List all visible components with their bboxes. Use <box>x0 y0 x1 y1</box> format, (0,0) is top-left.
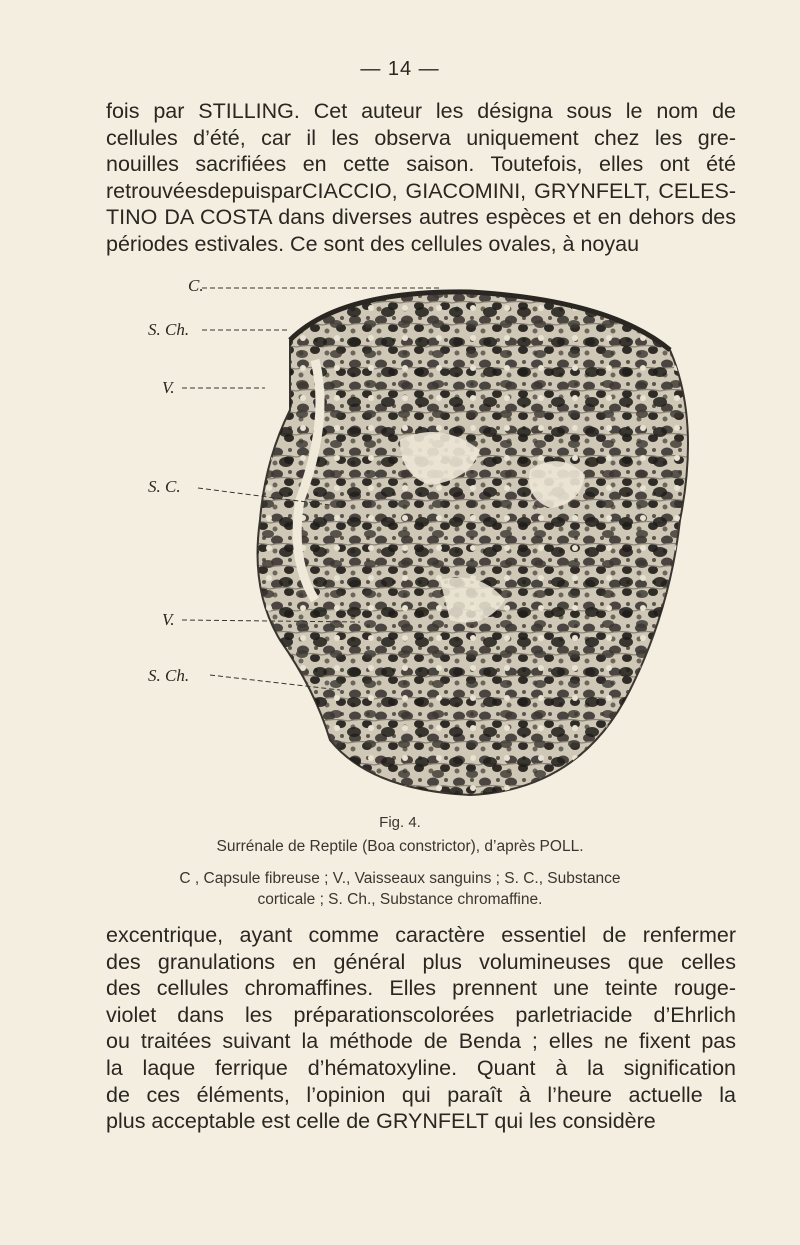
figure-title: Surrénale de Reptile (Boa constrictor), d’après POLL. <box>216 838 584 855</box>
text-line: cellules d’été, car il les observa uniquement chez les gre- <box>106 125 736 150</box>
text-line: des cellules chromaffines. Elles prennent une teinte rouge- <box>106 976 736 1001</box>
figure-number: Fig. 4. <box>379 814 421 831</box>
adrenal-section-drawing <box>140 270 740 810</box>
text-line: excentrique, ayant comme caractère essentiel de renfermer <box>106 923 736 947</box>
figure-adrenal-illustration <box>140 270 740 810</box>
text-line: de ces éléments, l’opinion qui paraît à l’heure actuelle la <box>106 1082 736 1107</box>
text-line: violet dans les préparationscolorées parletriacide d’Ehrlich <box>106 1002 736 1027</box>
figure-label-cortical: S. C. <box>148 477 181 496</box>
text-line: nouilles sacrifiées en cette saison. Toutefois, elles ont été <box>106 152 736 177</box>
page-number: — 14 — <box>360 58 440 80</box>
text-line: TINO DA COSTA dans diverses autres espèces et en dehors des <box>106 205 736 230</box>
figure-label-vessel: V. <box>162 610 175 629</box>
text-line: périodes estivales. Ce sont des cellules ovales, à noyau <box>106 231 640 256</box>
text-line: la laque ferrique d’hématoxyline. Quant à la signification <box>106 1055 736 1080</box>
figure-legend: corticale ; S. Ch., Substance chromaffine. <box>257 891 543 908</box>
paragraph-bottom <box>106 922 736 1135</box>
figure-label-chromaffin: S. Ch. <box>148 666 190 685</box>
text-line: plus acceptable est celle de GRYNFELT qui les considère <box>106 1109 656 1134</box>
text-line: des granulations en général plus volumineuses que celles <box>106 949 736 974</box>
text-line: fois par STILLING. Cet auteur les désigna sous le nom de <box>106 99 736 123</box>
paragraph-top <box>106 98 736 258</box>
figure-label-capsule: C. <box>188 276 204 295</box>
text-line: retrouvéesdepuisparCIACCIO, GIACOMINI, GRYNFELT, CELES- <box>106 178 736 203</box>
text-line: ou traitées suivant la méthode de Benda ; elles ne fixent pas <box>106 1029 736 1054</box>
figure-label-vessel: V. <box>162 378 175 397</box>
figure-legend: C , Capsule fibreuse ; V., Vaisseaux sanguins ; S. C., Substance <box>179 870 621 887</box>
figure-label-chromaffin: S. Ch. <box>148 320 190 339</box>
